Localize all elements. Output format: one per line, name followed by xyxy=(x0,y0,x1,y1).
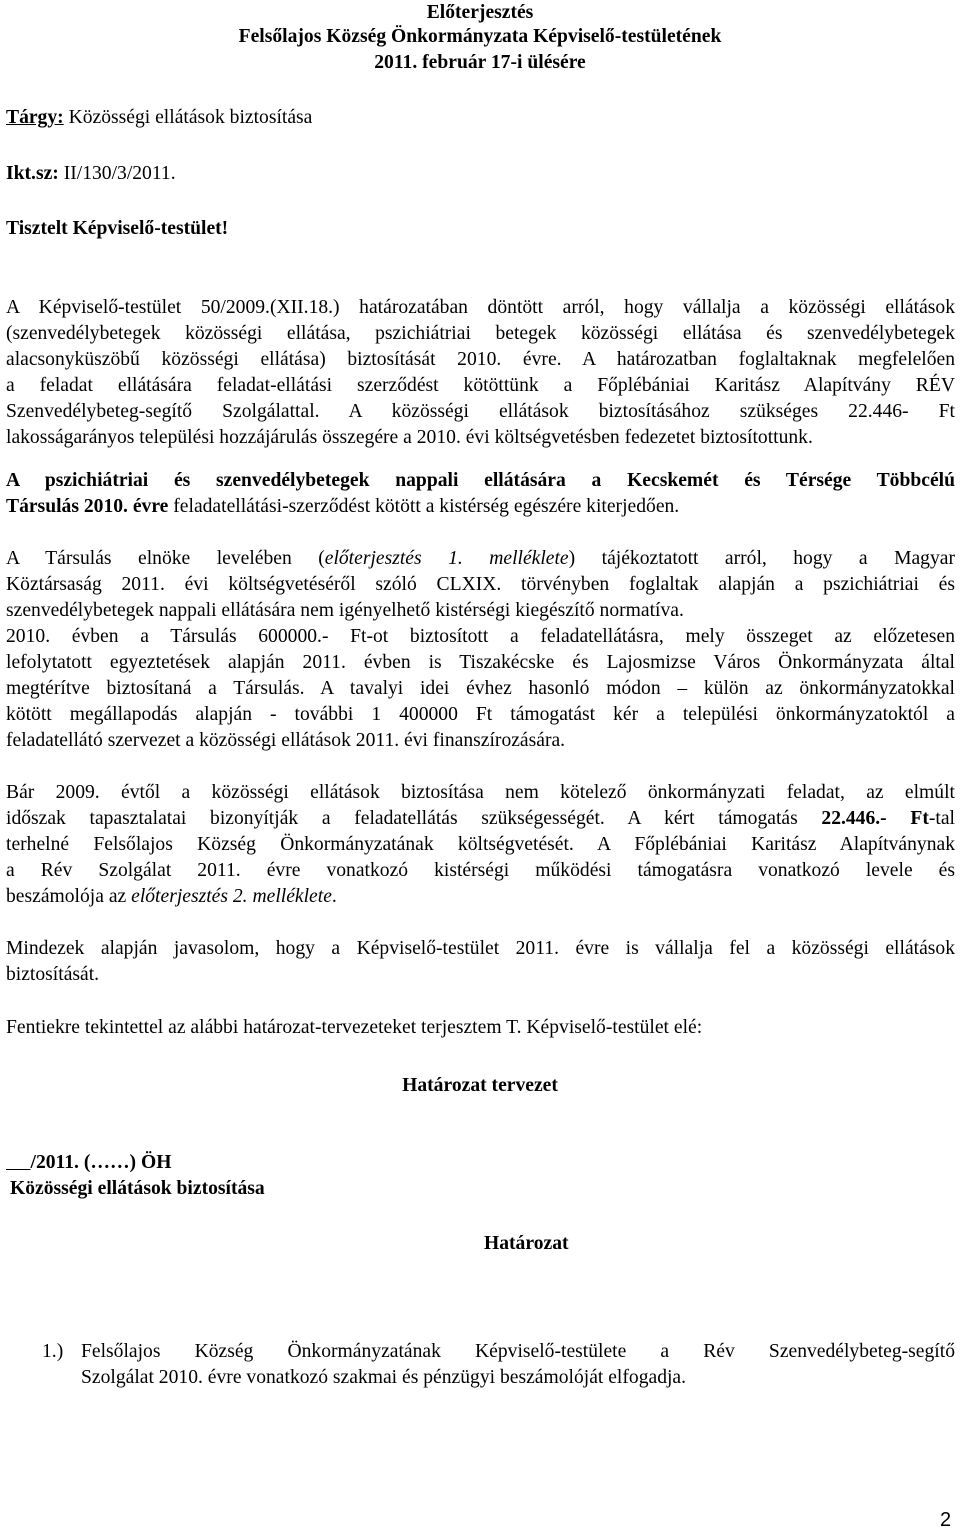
reference-label: Ikt.sz: xyxy=(6,163,59,184)
p2-line: A pszichiátriai és szenvedélybetegek nappali ellátására a Kecskemét és Térsége Többcélú xyxy=(6,470,955,491)
attachment-1-ref: előterjesztés 1. melléklete xyxy=(324,548,569,569)
doc-organization: Felsőlajos Község Önkormányzata Képviselő-testületének xyxy=(238,26,722,47)
p1-line: lakosságarányos települési hozzájárulás összegére a 2010. évi költségvetésben fedezetet biztosítottunk. xyxy=(6,427,813,448)
p3-line: Köztársaság 2011. évi költségvetéséről szóló CLXIX. törvényben foglaltak alapján a pszichiátriai és xyxy=(6,574,955,595)
p3-line: megtérítve biztosítaná a Társulás. A tavalyi idei évhez hasonló módon – külön az önkormányzatokkal xyxy=(6,678,955,699)
p3-line: szenvedélybetegek nappali ellátására nem igényelhető kistérségi kiegészítő normatíva. xyxy=(6,600,684,621)
p5-line: Mindezek alapján javasolom, hogy a Képviselő-testület 2011. évre is vállalja fel a közösségi ellátások xyxy=(6,938,955,959)
p5-line: biztosítását. xyxy=(6,964,100,985)
p4-line: Bár 2009. évtől a közösségi ellátások biztosítása nem kötelező önkormányzati feladat, az elmúlt xyxy=(6,782,955,803)
p1-line: alacsonyküszöbű közösségi ellátása) biztosítását 2010. évre. A határozatban foglaltaknak megfelelően xyxy=(6,349,955,370)
p1-line: (szenvedélybetegek közösségi ellátása, pszichiátriai betegek közösségi ellátása és szenvedélybetegek xyxy=(6,323,955,344)
p3-line: feladatellátó szervezet a közösségi ellátások 2011. évi finanszírozására. xyxy=(6,730,566,751)
p1-line: a feladat ellátására feladat-ellátási szerződést kötöttünk a Főplébániai Karitász Alapítvány RÉV xyxy=(6,375,955,396)
p3-line: lefolytatott egyeztetések alapján 2011. évben is Tiszakécske és Lajosmizse Város Önkormányzata által xyxy=(6,652,955,673)
reference-value: II/130/3/2011. xyxy=(58,163,176,184)
reference-line xyxy=(6,161,176,187)
subject-value: Közösségi ellátások biztosítása xyxy=(63,107,313,128)
p1-line: A Képviselő-testület 50/2009.(XII.18.) határozatában döntött arról, hogy vállalja a közösségi ellátások xyxy=(6,297,955,318)
doc-title: Előterjesztés xyxy=(426,2,534,23)
salutation: Tisztelt Képviselő-testület! xyxy=(6,218,229,239)
doc-meeting-date: 2011. február 17-i ülésére xyxy=(374,52,586,73)
resolution-item-line: Szolgálat 2010. évre vonatkozó szakmai és pénzügyi beszámolóját elfogadja. xyxy=(81,1367,687,1388)
resolution-item-number: 1.) xyxy=(42,1341,64,1362)
page-number: 2 xyxy=(940,1509,952,1531)
p3-line: A Társulás elnöke levelében (előterjesztés 1. melléklete) tájékoztatott arról, hogy a Magyar xyxy=(6,548,955,569)
p3-line: kötött megállapodás alapján - további 1 400000 Ft támogatást kér a települési önkormányzatoktól a xyxy=(6,704,955,725)
draft-title: Határozat tervezet xyxy=(402,1075,558,1096)
p4-line: a Rév Szolgálat 2011. évre vonatkozó kistérségi működési támogatásra vonatkozó levele és xyxy=(6,860,955,881)
resolution-heading: Határozat xyxy=(484,1233,569,1254)
attachment-2-ref: előterjesztés 2. melléklete xyxy=(131,886,332,907)
resolution-subject: Közösségi ellátások biztosítása xyxy=(10,1178,265,1199)
resolution-item-line: Felsőlajos Község Önkormányzatának Képviselő-testülete a Rév Szenvedélybeteg-segítő xyxy=(81,1341,955,1362)
p1-line: Szenvedélybeteg-segítő Szolgálattal. A közösségi ellátások biztosításához szükséges 22.446- Ft xyxy=(6,401,955,422)
p4-line: időszak tapasztalatai bizonyítják a feladatellátás szükségességét. A kért támogatás 22.446.- Ft-tal xyxy=(6,808,955,829)
subject-label: Tárgy: xyxy=(6,107,64,128)
subject-line xyxy=(6,105,312,131)
p6-line: Fentiekre tekintettel az alábbi határozat-tervezeteket terjesztem T. Képviselő-testület elé: xyxy=(6,1017,703,1038)
p2-line: Társulás 2010. évre feladatellátási-szerződést kötött a kistérség egészére kiterjedően. xyxy=(6,496,680,517)
resolution-number: /2011. (……) ÖH xyxy=(30,1152,172,1173)
p4-line: terhelné Felsőlajos Község Önkormányzatának költségvetését. A Főplébániai Karitász Alapítványnak xyxy=(6,834,955,855)
p4-line: beszámolója az előterjesztés 2. melléklete. xyxy=(6,886,337,907)
p3-line: 2010. évben a Társulás 600000.- Ft-ot biztosított a feladatellátásra, mely összeget az előzetesen xyxy=(6,626,955,647)
